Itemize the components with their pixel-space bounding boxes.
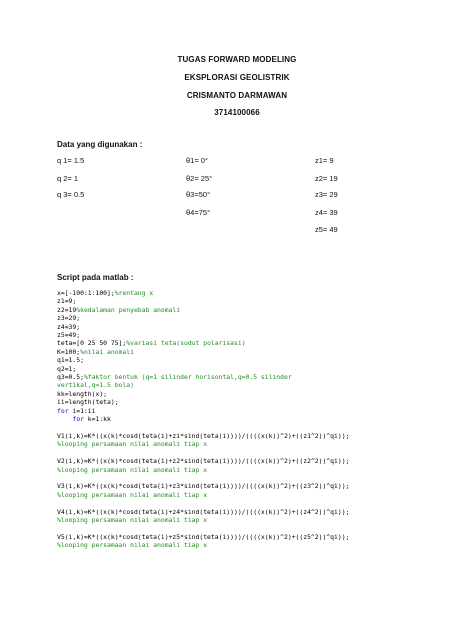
q-value: q 1= 1.5 [57,156,85,165]
code-line [57,297,349,305]
code-line [57,323,349,331]
script-heading: Script pada matlab : [57,273,134,282]
z-value: z4= 39 [315,208,338,217]
code-text: V3(i,k)=K*((x(k)*cosd(teta(i)+z3*sind(teta(i))))/((((x(k))^2)+((z3^2))^qi)); [57,482,350,491]
theta-value: θ1= 0° [186,156,208,165]
code-text: q3=0.5; [57,373,84,382]
code-line [57,365,349,373]
code-comment: %kedalaman penyebab anomali [76,305,181,314]
theta-value: θ3=50° [186,190,211,199]
code-text: i=1:ii [68,406,96,415]
code-line [57,449,349,457]
document-title: TUGAS FORWARD MODELING [177,55,297,64]
matlab-code-block [57,289,349,550]
code-line [57,339,349,347]
code-line [57,466,349,474]
code-comment: %looping persamaan nilai anomali tiap x [57,515,208,524]
code-line [57,314,349,322]
code-text: k=1:kk [83,415,111,424]
code-line [57,491,349,499]
code-line [57,432,349,440]
code-text: z4=39; [57,322,81,331]
author-name: CRISMANTO DARMAWAN [186,91,288,100]
code-comment: %looping persamaan nilai anomali tiap x [57,440,208,449]
code-text: V5(i,k)=K*((x(k)*cosd(teta(i)+z5*sind(teta(i))))/((((x(k))^2)+((z5^2))^qi)); [57,532,350,541]
code-line [57,524,349,532]
course-name: EKSPLORASI GEOLISTRIK [184,73,290,82]
code-line [57,482,349,490]
code-comment: %looping persamaan nilai anomali tiap x [57,541,208,550]
code-text: x=[-100:1:100]; [57,289,115,297]
theta-value: θ4=75° [186,208,211,217]
code-comment: %nilai anomali [80,347,134,356]
code-comment: %variasi teta(sudut polarisasi) [126,339,246,348]
code-line [57,373,349,381]
code-line [57,415,349,423]
z-value: z1= 9 [315,156,334,165]
data-heading: Data yang digunakan : [57,140,143,149]
code-line [57,533,349,541]
code-text: V2(i,k)=K*((x(k)*cosd(teta(i)+z2*sind(teta(i))))/((((x(k))^2)+((z2^2))^qi)); [57,457,350,466]
q-value: q 3= 0.5 [57,190,85,199]
code-comment: %rentang x [114,289,154,297]
code-line [57,499,349,507]
code-text: z3=29; [57,314,81,323]
code-line [57,331,349,339]
code-line [57,381,349,389]
code-line [57,516,349,524]
student-id: 3714100066 [214,108,260,117]
code-line [57,440,349,448]
code-keyword: for [72,415,84,424]
code-line [57,289,349,297]
code-line [57,424,349,432]
z-value: z5= 49 [315,225,338,234]
code-text: z5=49; [57,331,81,340]
code-text: kk=length(x); [57,389,108,398]
code-text: K=100; [57,347,81,356]
code-text: V4(i,k)=K*((x(k)*cosd(teta(i)+z4*sind(teta(i))))/((((x(k))^2)+((z4^2))^qi)); [57,507,350,516]
z-value: z2= 19 [315,174,338,183]
code-text: ii=length(teta); [57,398,119,407]
code-line [57,508,349,516]
z-value: z3= 29 [315,190,338,199]
code-line [57,306,349,314]
code-comment: %looping persamaan nilai anomali tiap x [57,465,208,474]
code-line [57,541,349,549]
code-line [57,348,349,356]
code-text: z1=9; [57,297,77,306]
code-line [57,407,349,415]
code-text: q1=1.5; [57,356,84,365]
code-line [57,356,349,364]
code-comment: vertikal,q=1.5 bola) [57,381,134,390]
code-line [57,398,349,406]
q-value: q 2= 1 [57,174,79,183]
code-text: V1(i,k)=K*((x(k)*cosd(teta(i)+zi*sind(teta(i))))/((((x(k))^2)+((z1^2))^qi)); [57,431,350,440]
theta-value: θ2= 25° [186,174,213,183]
code-line [57,457,349,465]
code-text: z2=19 [57,305,77,314]
code-keyword: for [57,406,69,415]
code-line [57,474,349,482]
code-text: teta=[0 25 50 75]; [57,339,127,348]
code-line [57,390,349,398]
code-text: q2=1; [57,364,77,373]
code-comment: %looping persamaan nilai anomali tiap x [57,490,208,499]
code-comment: %faktor bentuk (q=1 silinder horisontal,q=0.5 silinder [83,373,292,382]
